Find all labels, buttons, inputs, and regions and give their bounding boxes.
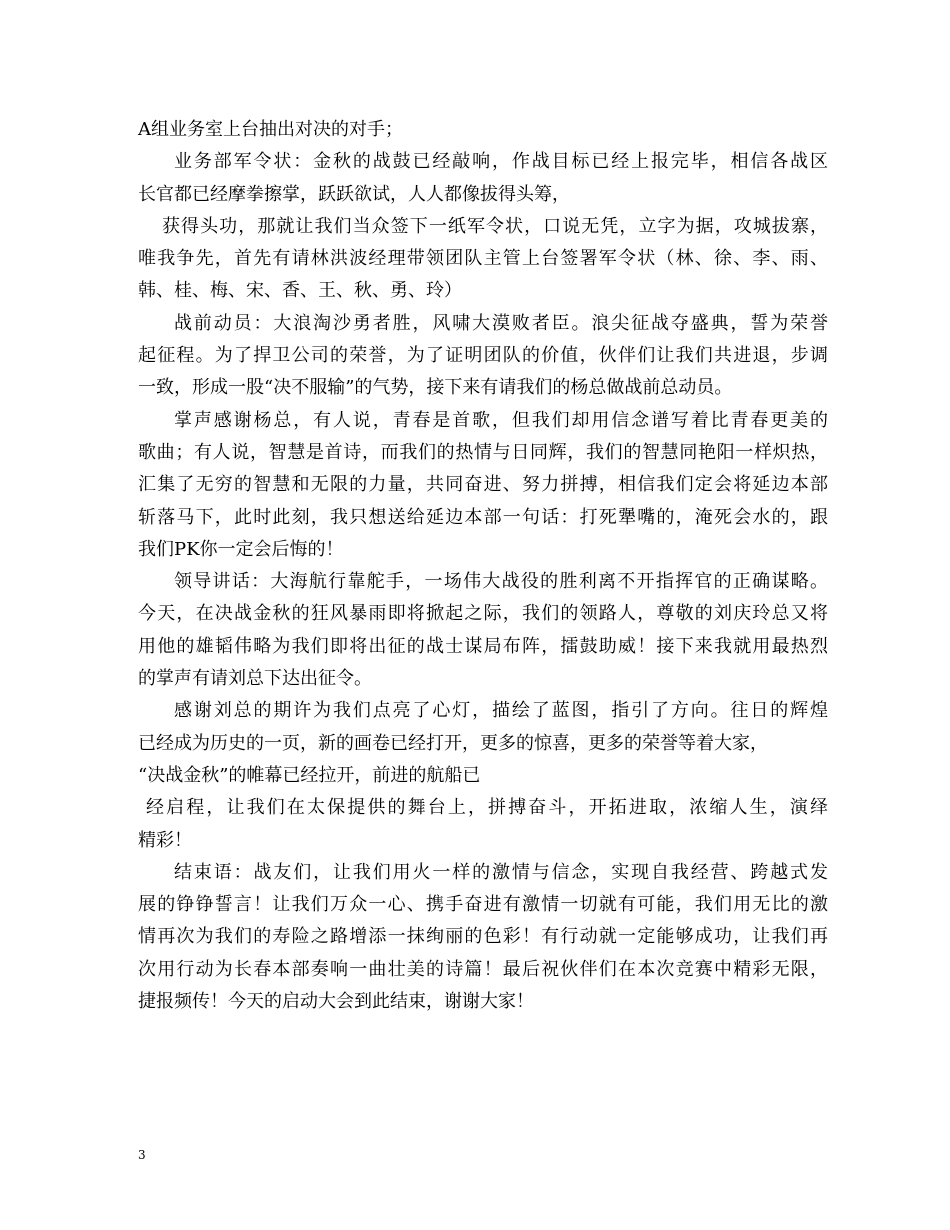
text-line: 用他的雄韬伟略为我们即将出征的战士谋局布阵，擂鼓助威！接下来我就用最热烈 <box>138 635 828 657</box>
text-line: 歌曲；有人说，智慧是首诗，而我们的热情与日同辉，我们的智慧同艳阳一样炽热， <box>138 441 828 463</box>
text-line: 掌声感谢杨总，有人说，青春是首歌，但我们却用信念谱写着比青春更美的 <box>174 409 828 431</box>
text-line: 经启程，让我们在太保提供的舞台上，拼搏奋斗，开拓进取，浓缩人生，演绎 <box>146 797 828 819</box>
text-line: 业务部军令状：金秋的战鼓已经敲响，作战目标已经上报完毕，相信各战区 <box>174 151 828 173</box>
text-line: 次用行动为长春本部奏响一曲壮美的诗篇！最后祝伙伴们在本次竞赛中精彩无限， <box>138 958 828 980</box>
text-line: 结束语：战友们，让我们用火一样的激情与信念，实现自我经营、跨越式发 <box>174 861 828 883</box>
text-line: 情再次为我们的寿险之路增添一抹绚丽的色彩！有行动就一定能够成功，让我们再 <box>138 926 828 948</box>
text-line: 起征程。为了捍卫公司的荣誉，为了证明团队的价值，伙伴们让我们共进退，步调 <box>138 345 828 367</box>
text-line: 的掌声有请刘总下达出征令。 <box>138 668 372 690</box>
text-line: 长官都已经摩拳擦掌，跃跃欲试，人人都像拔得头筹， <box>138 183 570 205</box>
text-line: 一致，形成一股“决不服输”的气势，接下来有请我们的杨总做战前总动员。 <box>138 377 733 399</box>
text-line: A组业务室上台抽出对决的对手； <box>138 119 403 140</box>
text-line: “决战金秋”的帷幕已经拉开，前进的航船已 <box>138 764 481 786</box>
text-line: 感谢刘总的期许为我们点亮了心灯，描绘了蓝图，指引了方向。往日的辉煌 <box>174 700 828 722</box>
text-line: 获得头功，那就让我们当众签下一纸军令状，口说无凭，立字为据，攻城拔寨， <box>162 215 828 237</box>
text-line: 唯我争先，首先有请林洪波经理带领团队主管上台签署军令状（林、徐、李、雨、 <box>138 248 828 270</box>
text-line: 韩、桂、梅、宋、香、王、秋、勇、玲） <box>138 280 462 302</box>
text-line: 汇集了无穷的智慧和无限的力量，共同奋进、努力拼搏，相信我们定会将延边本部 <box>138 474 828 496</box>
text-line: 我们PK你一定会后悔的！ <box>138 538 344 560</box>
text-line: 已经成为历史的一页，新的画卷已经打开，更多的惊喜，更多的荣誉等着大家， <box>138 732 768 754</box>
text-line: 今天，在决战金秋的狂风暴雨即将掀起之际，我们的领路人，尊敬的刘庆玲总又将 <box>138 603 828 625</box>
text-line: 领导讲话：大海航行靠舵手，一场伟大战役的胜利离不开指挥官的正确谋略。 <box>174 571 828 593</box>
page-number: 3 <box>138 1148 146 1162</box>
text-line: 精彩！ <box>138 829 192 851</box>
text-line: 展的铮铮誓言！让我们万众一心、携手奋进有激情一切就有可能，我们用无比的激 <box>138 894 828 916</box>
text-line: 斩落马下，此时此刻，我只想送给延边本部一句话：打死犟嘴的，淹死会水的，跟 <box>138 506 828 528</box>
body-text <box>138 114 828 1018</box>
text-line: 战前动员：大浪淘沙勇者胜，风啸大漠败者臣。浪尖征战夺盛典，誓为荣誉 <box>174 312 828 334</box>
text-line: 捷报频传！今天的启动大会到此结束，谢谢大家！ <box>138 991 534 1013</box>
